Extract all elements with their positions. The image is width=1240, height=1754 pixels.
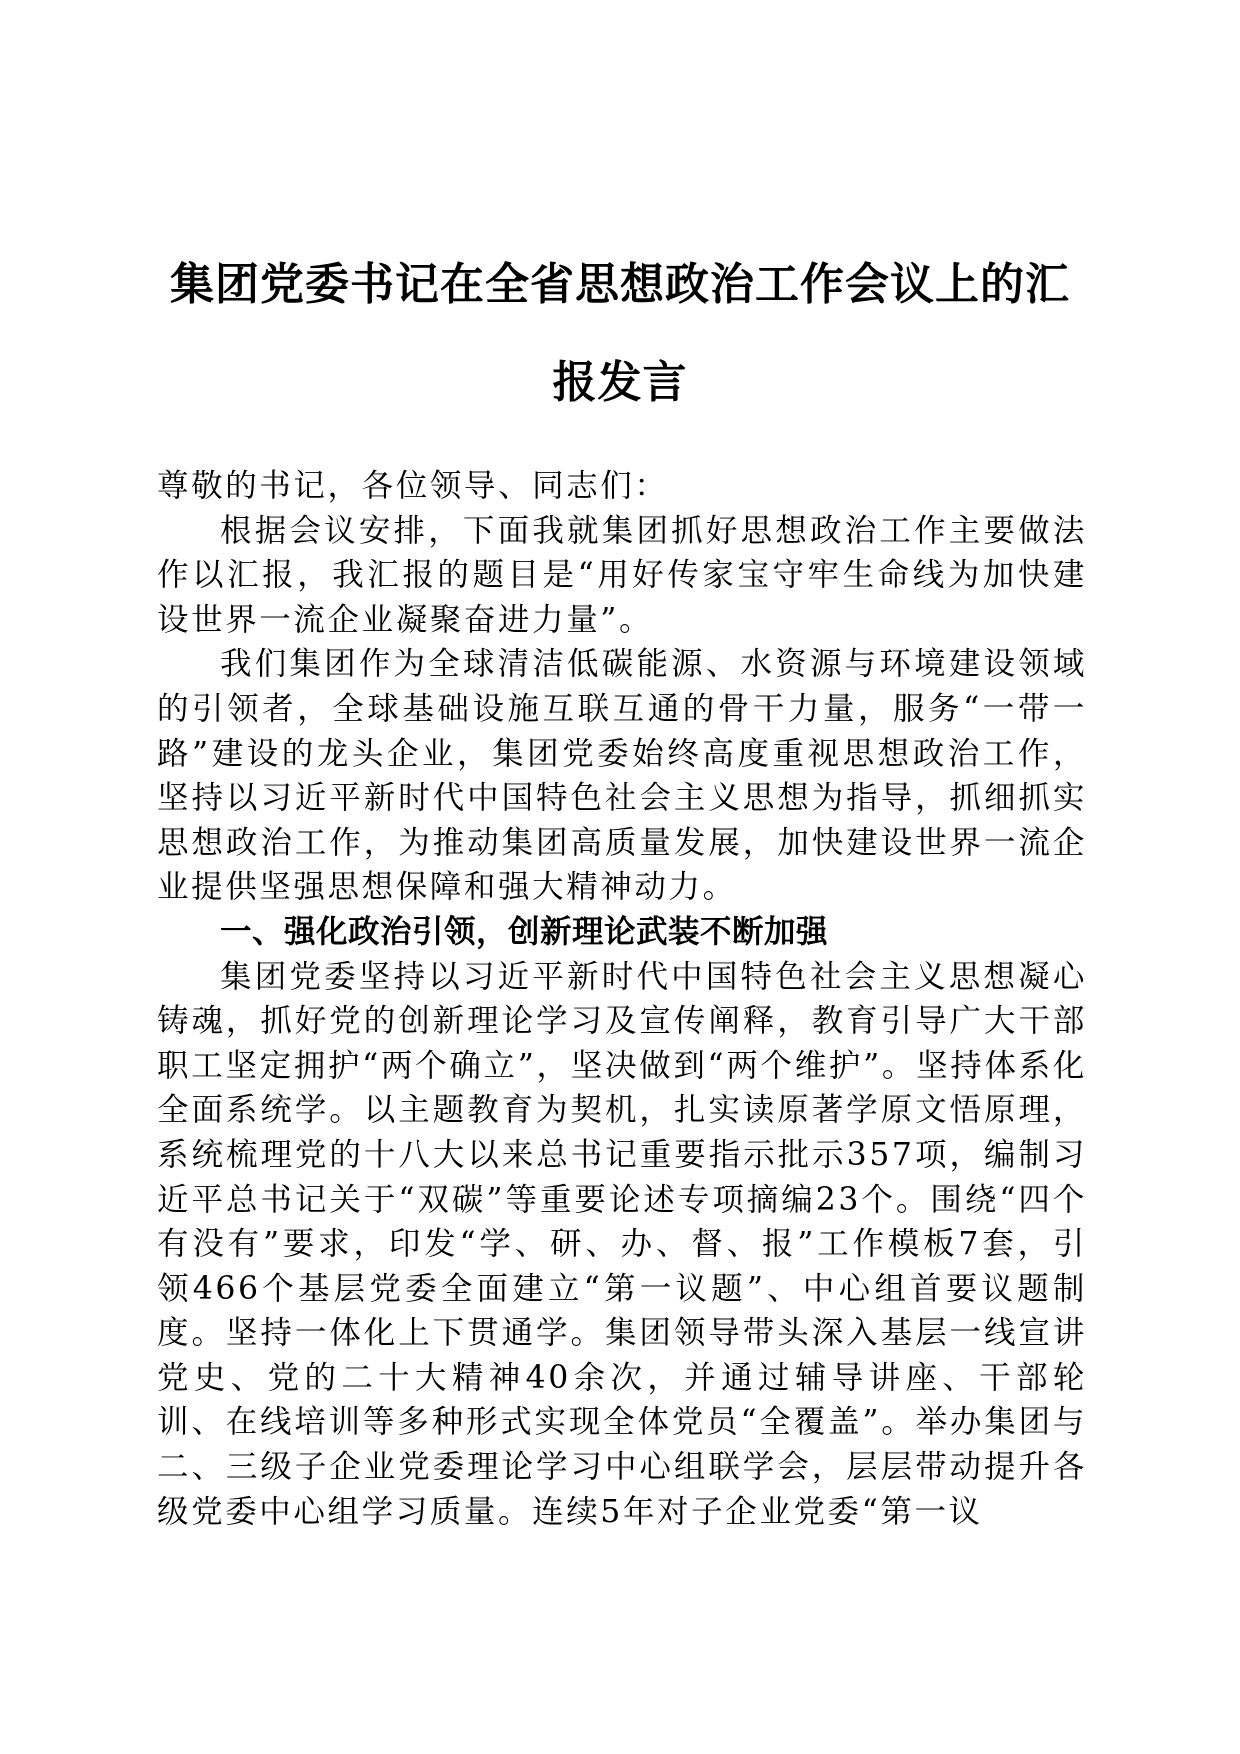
section-heading: 一、强化政治引领，创新理论武装不断加强	[220, 913, 829, 950]
document-title: 集团党委书记在全省思想政治工作会议上的汇报发言	[170, 259, 1070, 408]
section-paragraph: 集团党委坚持以习近平新时代中国特色社会主义思想凝心铸魂，抓好党的创新理论学习及宣传阐释，教育引导广大干部职工坚定拥护“两个确立”，坚决做到“两个维护”。坚持体系化全面系统学。以主题教育为契机，扎实读原著学原文悟原理，系统梳理党的十八大以来总书记重要指示批示357项，编制习近平总书记关于“双碳”等重要论述专项摘编23个。围绕“四个有没有”要求，印发“学、研、办、督、报”工作模板7套，引领466个基层党委全面建立“第一议题”、中心组首要议题制度。坚持一体化上下贯通学。集团领导带头深入基层一线宣讲党史、党的二十大精神40余次，并通过辅导讲座、干部轮训、在线培训等多种形式实现全体党员“全覆盖”。举办集团与二、三级子企业党委理论学习中心组联学会，层层带动提升各级党委中心组学习质量。连续5年对子企业党委“第一议	[157, 958, 1087, 1530]
document-body	[157, 464, 1087, 1534]
paragraph-intro: 根据会议安排，下面我就集团抓好思想政治工作主要做法作以汇报，我汇报的题目是“用好传家宝守牢生命线为加快建设世界一流企业凝聚奋进力量”。	[157, 512, 1087, 638]
salutation: 尊敬的书记，各位领导、同志们：	[157, 468, 669, 504]
paragraph-overview: 我们集团作为全球清洁低碳能源、水资源与环境建设领域的引领者，全球基础设施互联互通的骨干力量，服务“一带一路”建设的龙头企业，集团党委始终高度重视思想政治工作，坚持以习近平新时代中国特色社会主义思想为指导，抓细抓实思想政治工作，为推动集团高质量发展，加快建设世界一流企业提供坚强思想保障和强大精神动力。	[157, 646, 1087, 906]
